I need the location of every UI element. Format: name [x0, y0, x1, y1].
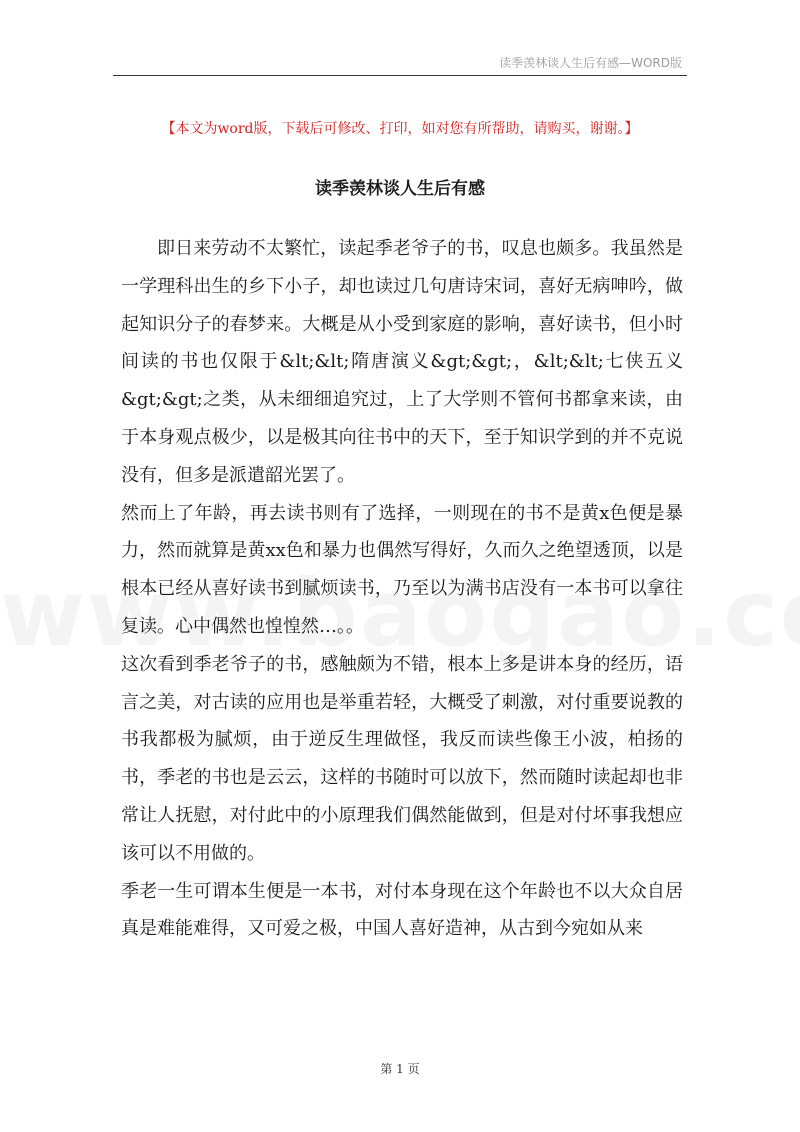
paragraph: 季老一生可谓本生便是一本书，对付本身现在这个年龄也不以大众自居真是难能难得，又可爱之极，中国人喜好造神，从古到今宛如从来	[121, 880, 683, 940]
article-body	[121, 230, 683, 948]
paragraph: 然而上了年龄，再去读书则有了选择，一则现在的书不是黄x色便是暴力，然而就算是黄xx色和暴力也偶然写得好，久而久之绝望透顶，以是根本已经从喜好读书到腻烦读书，乃至以为满书店没有一本书可以拿往复读。心中偶然也惶惶然…。。	[121, 502, 683, 637]
page-title: 读季羡林谈人生后有感	[315, 179, 485, 199]
paragraph: 即日来劳动不太繁忙，读起季老爷子的书，叹息也颇多。我虽然是一学理科出生的乡下小子，却也读过几句唐诗宋词，喜好无病呻吟，做起知识分子的春梦来。大概是从小受到家庭的影响，喜好读书，但小时间读的书也仅限于&lt;&lt;隋唐演义&gt;&gt;，&lt;&lt;七侠五义&gt;&gt;之类，从未细细追究过，上了大学则不管何书都拿来读，由于本身观点极少，以是极其向往书中的天下，至于知识学到的并不克说没有，但多是派遣韶光罢了。	[121, 238, 683, 486]
running-header: 读季羡林谈人生后有感—WORD版	[499, 56, 682, 70]
page-number: 第 1 页	[380, 1062, 420, 1076]
purchase-notice: 【本文为word版，下载后可修改、打印，如对您有所帮助，请购买，谢谢。】	[161, 121, 639, 137]
paragraph: 这次看到季老爷子的书，感触颇为不错，根本上多是讲本身的经历，语言之美，对古读的应用也是举重若轻，大概受了刺激，对付重要说教的书我都极为腻烦，由于逆反生理做怪，我反而读些像王小波，柏扬的书，季老的书也是云云，这样的书随时可以放下，然而随时读起却也非常让人抚慰，对付此中的小原理我们偶然能做到，但是对付坏事我想应该可以不用做的。	[121, 653, 683, 864]
header-divider	[113, 75, 687, 76]
